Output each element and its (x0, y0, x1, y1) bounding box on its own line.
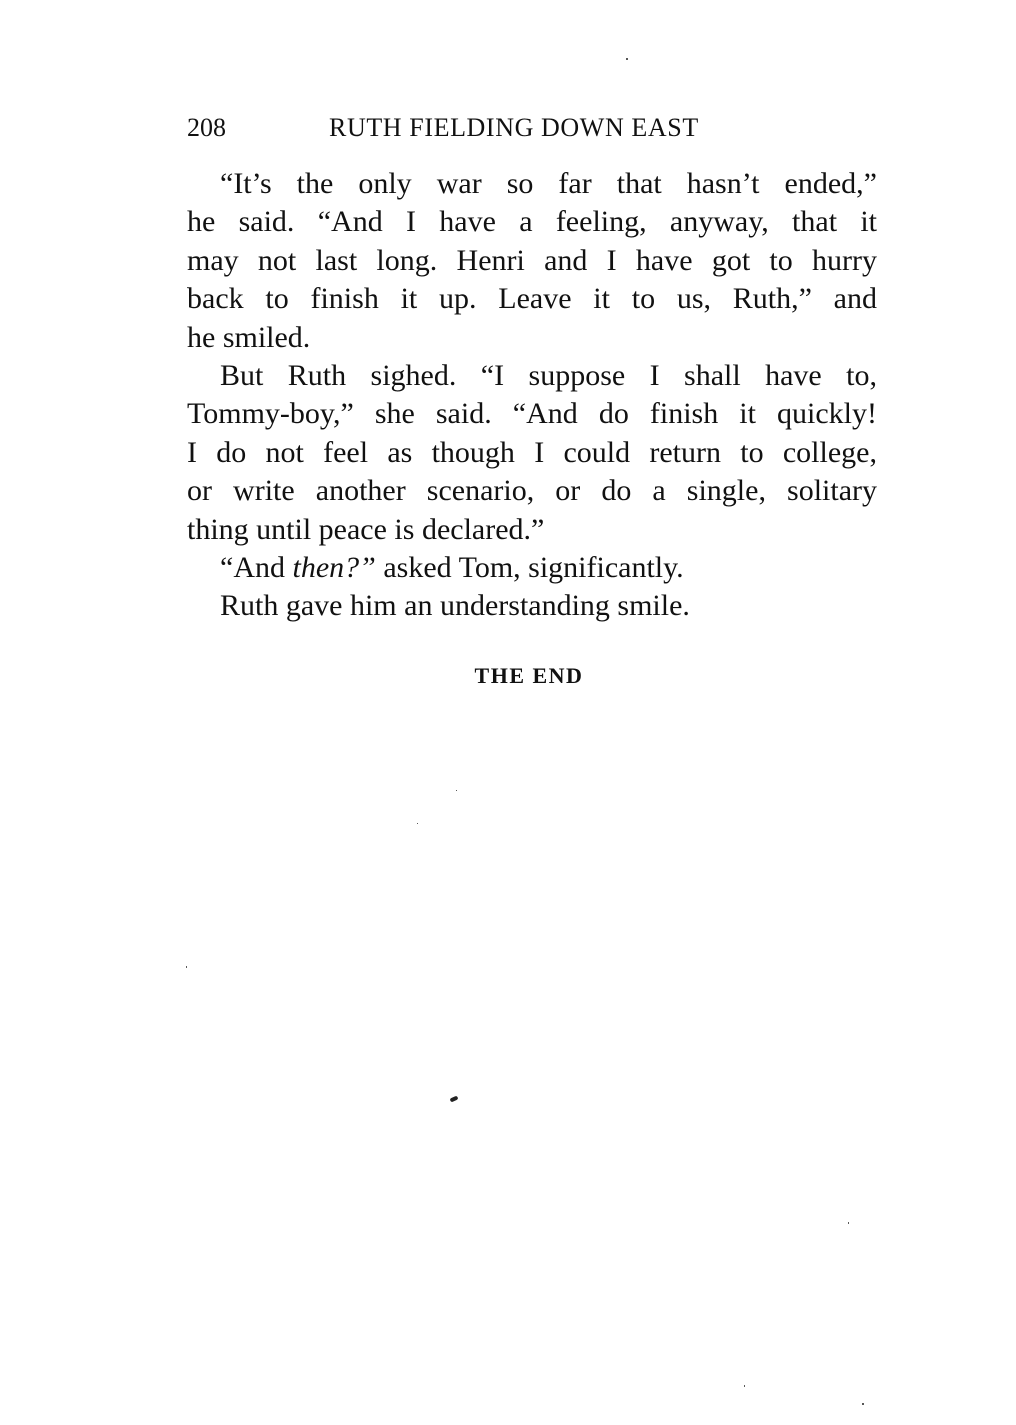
paragraph (187, 357, 877, 549)
scan-speck (626, 58, 628, 60)
paragraph (187, 165, 877, 357)
page-number: 208 (187, 113, 226, 142)
paragraph (187, 587, 877, 625)
scan-speck (417, 823, 418, 824)
paragraph (187, 549, 877, 587)
text-line (187, 549, 877, 587)
the-end-mark: THE END (474, 663, 584, 688)
scan-speck (450, 1095, 459, 1102)
text-line: thing until peace is declared.” (187, 512, 545, 546)
text-line: “It’s the only war so far that hasn’t ended,” (220, 167, 877, 200)
text-line: I do not feel as though I could return to college, (187, 435, 877, 469)
scan-speck (862, 1403, 864, 1405)
body-text (187, 165, 877, 626)
scan-speck (456, 790, 457, 791)
text-line: he smiled. (187, 320, 311, 354)
text-line: or write another scenario, or do a single, solitary (187, 474, 877, 508)
text-line: may not last long. Henri and I have got to hurry (187, 243, 877, 277)
text-line: Ruth gave him an understanding smile. (220, 589, 690, 623)
text-line: back to finish it up. Leave it to us, Ruth,” and (187, 282, 877, 316)
text-segment: asked Tom, significantly. (375, 550, 684, 584)
text-segment: “And (220, 550, 293, 584)
book-title: RUTH FIELDING DOWN EAST (329, 113, 699, 142)
text-line: But Ruth sighed. “I suppose I shall have to, (220, 358, 877, 392)
emphasis-text: then?” (292, 550, 376, 584)
text-line: he said. “And I have a feeling, anyway, that it (187, 205, 877, 239)
scan-speck (186, 966, 187, 968)
text-line: Tommy-boy,” she said. “And do finish it quickly! (187, 397, 877, 431)
scan-speck (848, 1222, 849, 1224)
running-head (187, 111, 877, 145)
scan-speck (744, 1385, 745, 1387)
